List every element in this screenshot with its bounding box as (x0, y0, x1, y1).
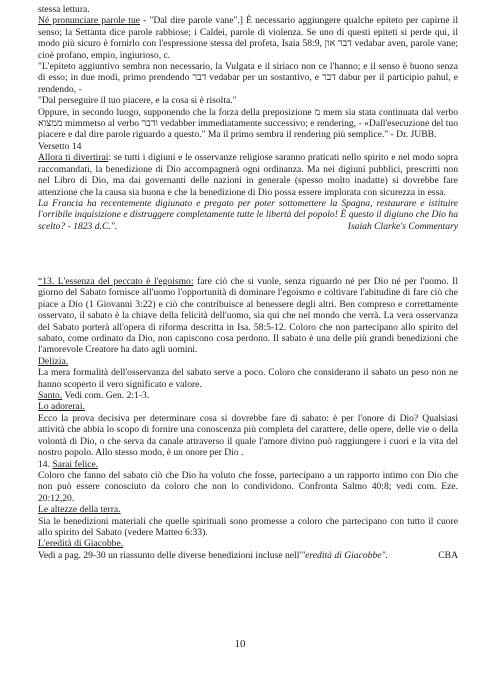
paragraph: Santo. Vedi com. Gen. 2:1-3. (38, 390, 150, 402)
subheading: L'eredità di Giacobbe. (38, 538, 124, 550)
page-number: 10 (234, 638, 246, 650)
attribution: CBA (438, 549, 458, 561)
verse-label: Versetto 14 (38, 140, 82, 152)
heading-underlined: Santo. (38, 390, 63, 402)
subheading: Delizia. (38, 355, 69, 367)
commentary-block (38, 4, 458, 232)
paragraph: Vedi a pag. 29-30 un riassunto delle diverse benedizioni incluse nell'"eredità di Giacobbe". CBA (38, 549, 458, 561)
heading-underlined: Né pronunciare parole tue (38, 15, 141, 27)
heading-underlined: Allora ti divertirai (38, 152, 109, 164)
subheading: 14. Sarai felice. (38, 458, 99, 470)
paragraph: La mera formalità dell'osservanza del sabato serve a poco. Coloro che considerano il sabato un peso non ne hanno scoperto il vero significato e valore. (38, 367, 458, 390)
paragraph: Sia le benedizioni materiali che quelle spirituali sono promesse a coloro che partecipano con tutto il cuore allo spirito del Sabato (vedere Matteo 6:33). (38, 515, 458, 538)
subheading: Lo adorerai. (38, 401, 85, 413)
paragraph: Oppure, in secondo luogo, supponendo che la forza della preposizione מ mem sia stata continuata dal verbo ממצוא mimmetso al verbo ודבר vedabber immediatamente successivo; e rendering, - «Dall'esecuzione del tuo piacere e dal dire parole riguardo a questo." Ma il primo sembra il rendering più semplice." - Dr. JUBB. (38, 106, 458, 141)
paragraph: Né pronunciare parole tue - "Dal dire parole vane".] È necessario aggiungere qualche epiteto per capirne il senso; la Settanta dice parole rabbiose; i Caldei, parole di violenza. Se uno di questi epiteti si perde qui, il modo più sicuro è fornirlo con l'espressione stessa del profeta, Isaia 58:9, דבר און vedabar aven, parole vane; cioè profano, empio, ingiurioso, c. (38, 15, 459, 61)
heading-underlined: “13. L'essenza del peccato è l'egoismo: (38, 276, 194, 287)
italic-paragraph: La Francia ha recentemente digiunato e pregato per poter sottomettere la Spagna, restaurare e istituire l'orribile inquisizione e distruggere completamente tutte le libertà del popolo! È questo il digiuno che Dio ha scelto? - 1823 d.C.". Isaiah Clarke's Commentary (38, 197, 458, 232)
paragraph: Coloro che fanno del sabato ciò che Dio ha voluto che fosse, partecipano a un rapporto intimo con Dio che non può essere conosciuto da coloro che non lo condividono. Confronta Salmo 40:8; vedi com. Eze. 20:12,20. (38, 469, 458, 504)
attribution: Isaiah Clarke's Commentary (347, 220, 458, 232)
paragraph: Allora ti divertirai: se tutti i digiuni e le osservanze religiose saranno praticati nello spirito e nel modo sopra raccomandati, la benedizione di Dio accompagnerà ogni ordinanza. Ma nei digiuni pubblici, prescritti non nel Libro di Dio, ma dai governanti delle nazioni in generale (spesso molto inadatte) si dovrebbe fare attenzione che la causa sia buona e che la benedizione di Dio possa essere implorata con sicurezza in essa. (38, 152, 458, 198)
paragraph: "L'epiteto aggiuntivo sembra non necessario, la Vulgata e il siriaco non ce l'hanno; e il senso è buono senza di esso; in due modi, primo prendendo דבר vedabar per un sostantivo, e דבר dabur per il participio pahul, e rendendo, - (38, 61, 458, 95)
paragraph: Ecco la prova decisiva per determinare cosa si dovrebbe fare di sabato: è per l'onore di Dio? Qualsiasi attività che abbia lo scopo di fornire una conoscenza più completa del carattere, delle opere, delle vie o della volontà di Dio, o che serva da canale attraverso il quale l'amore divino può raggiungere i cuori e la vita del nostro popolo. Allo stesso modo, è un onore per Dio . (38, 412, 458, 459)
subheading: Le altezze della terra. (38, 504, 121, 516)
paragraph: “13. L'essenza del peccato è l'egoismo: fare ciò che si vuole, senza riguardo né per Dio né per l'uomo. Il giorno del Sabato fornisce all'uomo l'opportunità di dominare l'egoismo e coltivare l'abitudine di fare ciò che piace a Dio (1 Giovanni 3:22) e ciò che contribuisce al benessere degli altri. Ben compreso e correttamente osservato, il sabato è la chiave della felicità dell'uomo, sia qui che nel mondo che verrà. La vera osservanza del Sabato porterà all'opera di riforma descritta in Isa. 58:5-12. Coloro che non partecipano allo spirito del sabato, come ordinato da Dio, non capiscono cosa perdono. Il sabato è una delle più grandi benedizioni che l'amorevole Creatore ha dato agli uomini. (38, 276, 458, 356)
cba-block (38, 276, 458, 561)
paragraph: stessa lettura. (38, 4, 90, 15)
paragraph: "Dal perseguire il tuo piacere, e la cosa si è risolta." (38, 95, 237, 107)
